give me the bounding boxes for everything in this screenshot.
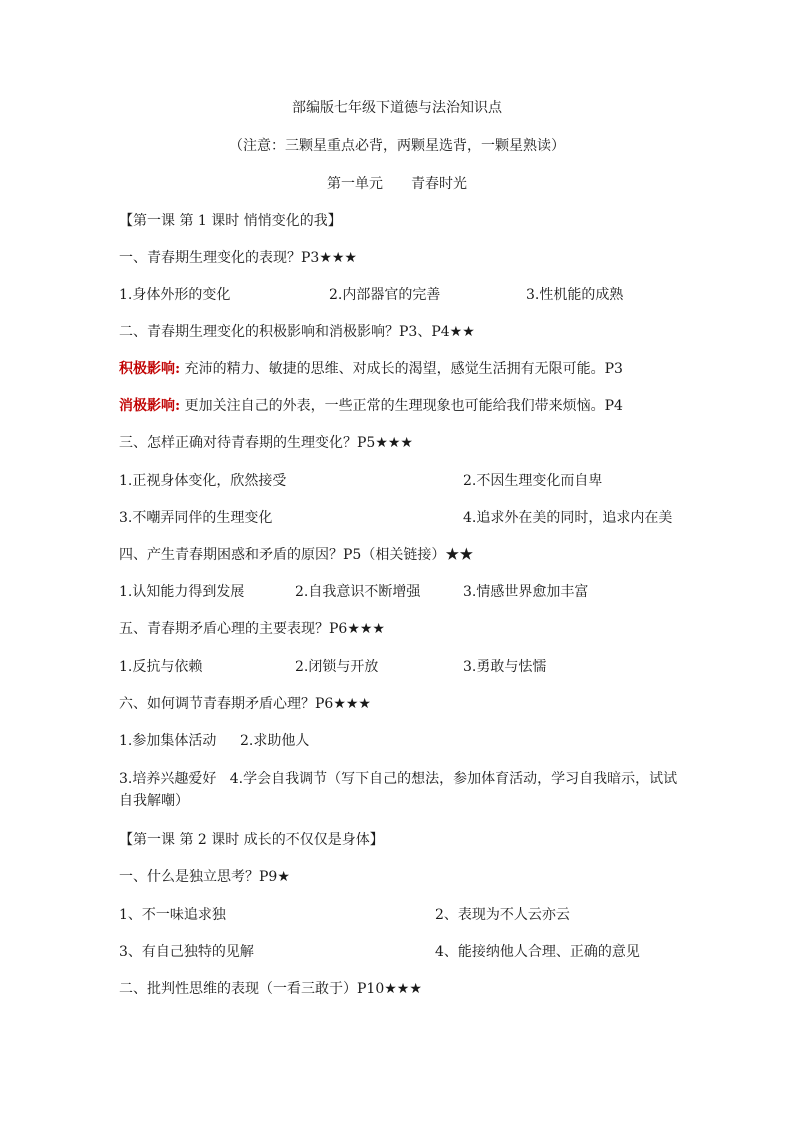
- q4-item-1: 1.认知能力得到发展: [119, 584, 245, 600]
- q3-item-3: 3.不嘲弄同伴的生理变化: [119, 510, 273, 526]
- document-title: 部编版七年级下道德与法治知识点: [292, 100, 502, 116]
- r1-item-2: 2、表现为不人云亦云: [435, 907, 570, 923]
- question-5: 五、青春期矛盾心理的主要表现？P6★★★: [119, 621, 385, 637]
- q4-item-3: 3.情感世界愈加丰富: [463, 584, 589, 600]
- q6-item-4: 4.学会自我调节（写下自己的想法，参加体育活动，学习自我暗示，试试自我解嘲）: [119, 771, 678, 809]
- positive-effect-text: 充沛的精力、敏捷的思维、对成长的渴望，感觉生活拥有无限可能。P3: [180, 361, 623, 377]
- question-3: 三、怎样正确对待青春期的生理变化？P5★★★: [119, 435, 413, 451]
- r1-item-4: 4、能接纳他人合理、正确的意见: [435, 944, 640, 960]
- q1-item-2: 2.内部器官的完善: [329, 287, 441, 303]
- q5-item-2: 2.闭锁与开放: [295, 659, 379, 675]
- q6-item-1: 1.参加集体活动: [119, 733, 217, 749]
- q3-item-1: 1.正视身体变化，欣然接受: [119, 473, 287, 489]
- q1-item-1: 1.身体外形的变化: [119, 287, 231, 303]
- positive-effect: [119, 360, 623, 378]
- q3-item-2: 2.不因生理变化而自卑: [463, 473, 603, 489]
- lesson2-header: 【第一课 第 2 课时 成长的不仅仅是身体】: [119, 832, 384, 848]
- q6-item-2: 2.求助他人: [240, 733, 310, 749]
- q3-item-4: 4.追求外在美的同时，追求内在美: [463, 510, 673, 526]
- r1-item-1: 1、不一味追求独: [119, 907, 226, 923]
- q1-item-3: 3.性机能的成熟: [526, 287, 624, 303]
- negative-effect-label: 消极影响:: [119, 398, 181, 414]
- negative-effect-text: 更加关注自己的外表，一些正常的生理现象也可能给我们带来烦恼。P4: [180, 398, 623, 414]
- q4-item-2: 2.自我意识不断增强: [295, 584, 421, 600]
- question-2: 二、青春期生理变化的积极影响和消极影响？P3、P4★★: [119, 324, 475, 340]
- r1-item-3: 3、有自己独特的见解: [119, 944, 254, 960]
- study-note: （注意：三颗星重点必背，两颗星选背，一颗星熟读）: [229, 138, 565, 154]
- question-4: 四、产生青春期困惑和矛盾的原因？P5（相关链接）★★: [119, 547, 474, 563]
- negative-effect: [119, 397, 623, 415]
- q5-item-3: 3.勇敢与怯懦: [463, 659, 547, 675]
- question-1: 一、青春期生理变化的表现？P3★★★: [119, 250, 357, 266]
- q6-items-3-4: [119, 768, 679, 812]
- q5-item-1: 1.反抗与依赖: [119, 659, 203, 675]
- q6-item-3: 3.培养兴趣爱好: [119, 771, 217, 787]
- question-6: 六、如何调节青春期矛盾心理？P6★★★: [119, 696, 371, 712]
- question-r2: 二、批判性思维的表现（一看三敢于）P10★★★: [119, 981, 422, 997]
- unit-heading: 第一单元 青春时光: [327, 176, 467, 192]
- lesson1-header: 【第一课 第 1 课时 悄悄变化的我】: [119, 213, 342, 229]
- question-r1: 一、什么是独立思考？P9★: [119, 869, 290, 885]
- positive-effect-label: 积极影响:: [119, 361, 181, 377]
